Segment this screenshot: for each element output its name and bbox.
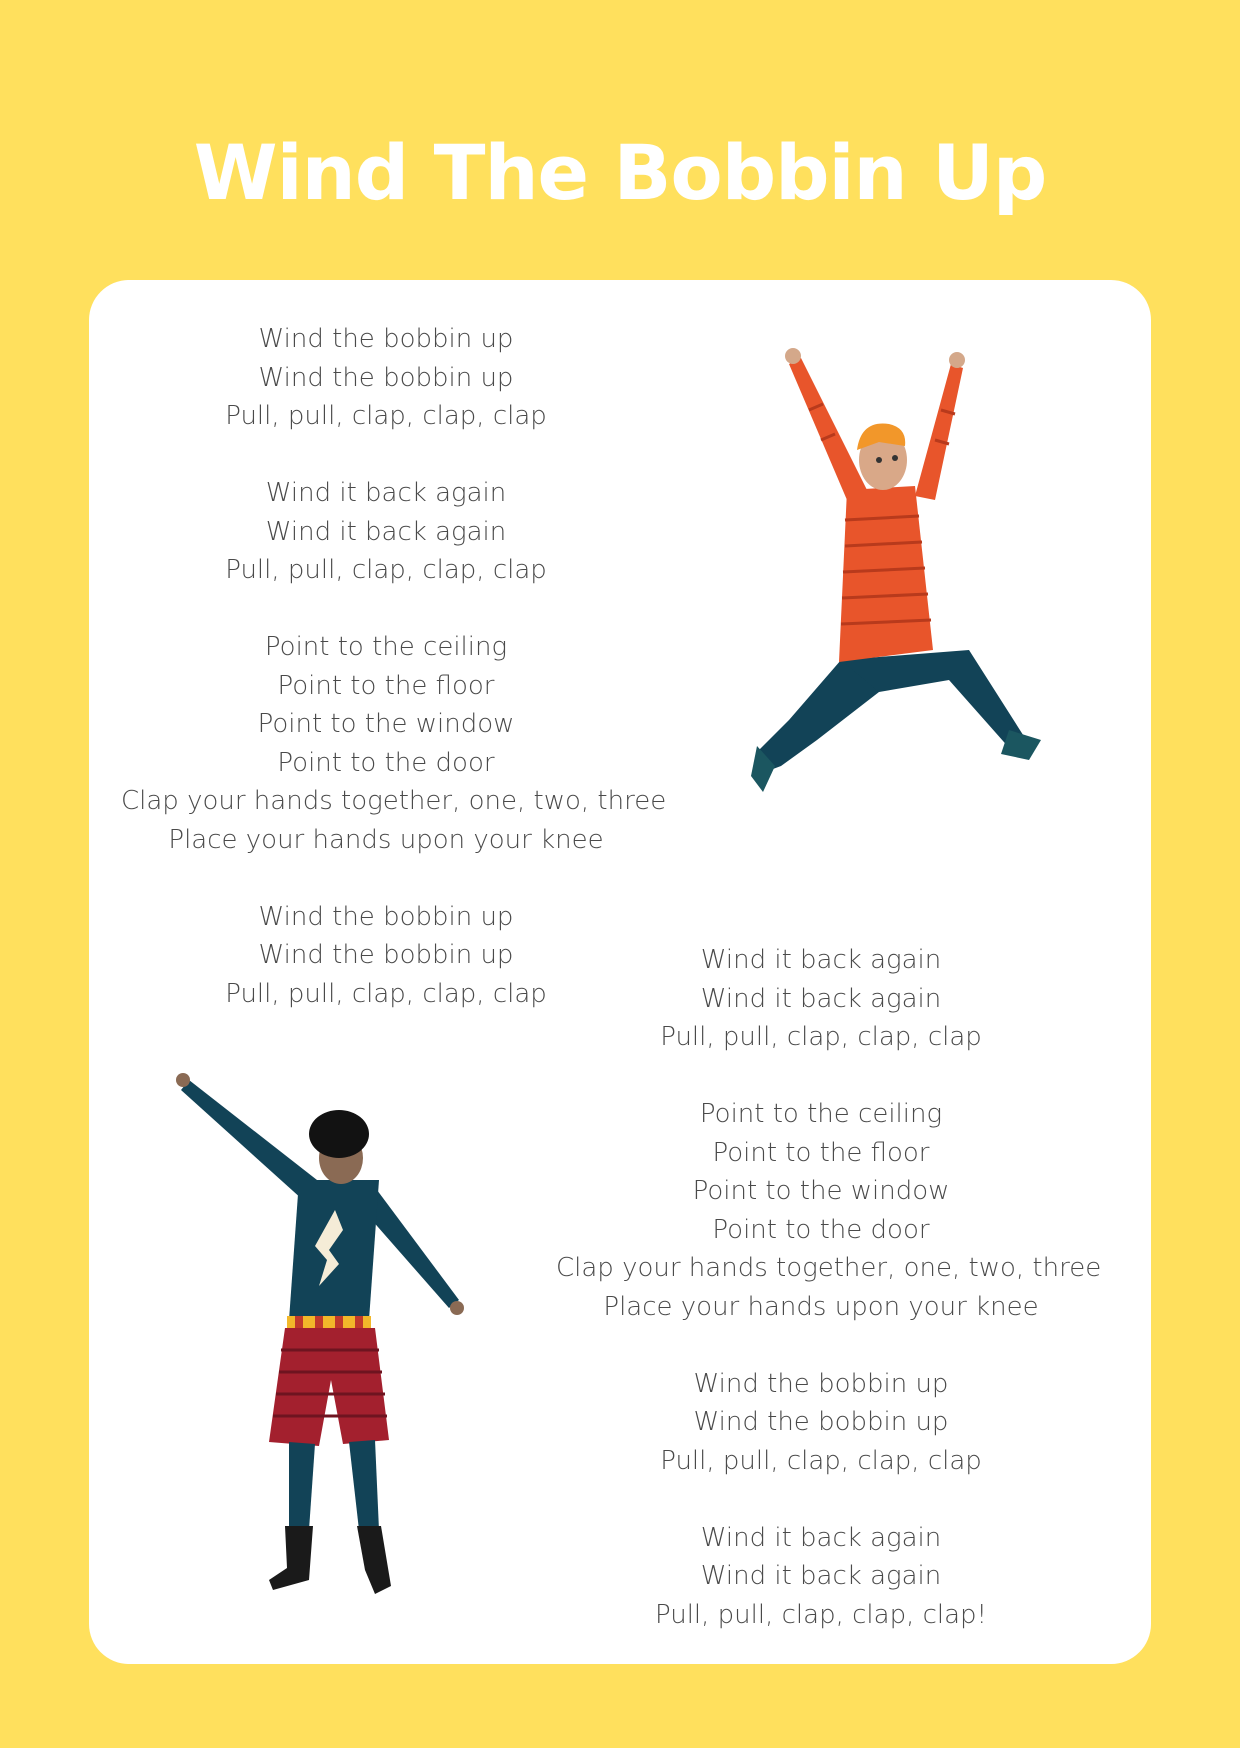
lyric-line: Wind the bobbin up — [258, 324, 514, 354]
lyric-line: Place your hands upon your knee — [603, 1291, 1039, 1322]
lyrics-left-column — [121, 320, 667, 1013]
lyric-line: Clap your hands together, one, two, three — [121, 786, 667, 816]
stanza — [121, 628, 667, 859]
stanza — [556, 1095, 1102, 1326]
lyric-line: Pull, pull, clap, clap, clap — [225, 978, 547, 1009]
lyric-line: Pull, pull, clap, clap, clap — [660, 1445, 982, 1476]
lyric-line: Point to the window — [257, 709, 515, 739]
stanza — [556, 941, 1086, 1057]
stanza — [121, 320, 651, 436]
lyric-line: Wind the bobbin up — [258, 362, 514, 393]
lyric-line: Point to the ceiling — [264, 632, 508, 662]
lyrics-right-column — [556, 941, 1102, 1634]
lyric-line: Wind it back again — [700, 1561, 942, 1591]
lyric-line: Pull, pull, clap, clap, clap — [660, 1022, 982, 1052]
lyric-line: Place your hands upon your knee — [168, 824, 604, 855]
page-title: Wind The Bobbin Up — [193, 128, 1047, 217]
lyric-line: Point to the door — [277, 747, 495, 778]
lyric-line: Wind it back again — [265, 516, 507, 547]
stanza — [556, 1519, 1086, 1635]
lyric-line: Wind it back again — [265, 478, 507, 508]
lyric-line: Wind it back again — [700, 983, 942, 1014]
jumping-boy-illustration — [729, 320, 1069, 840]
lyric-line: Point to the window — [692, 1176, 950, 1206]
lyric-line: Pull, pull, clap, clap, clap! — [655, 1599, 987, 1630]
lyrics-card — [89, 280, 1151, 1664]
lyric-line: Wind the bobbin up — [258, 901, 514, 932]
lyric-line: Point to the floor — [712, 1137, 930, 1168]
lyric-line: Pull, pull, clap, clap, clap — [225, 401, 547, 431]
lyric-line: Wind the bobbin up — [258, 940, 514, 970]
pointing-kid-illustration — [169, 1050, 499, 1610]
lyric-line: Point to the door — [712, 1214, 930, 1245]
stanza — [121, 474, 651, 590]
lyric-line: Wind it back again — [700, 1522, 942, 1553]
lyric-line: Pull, pull, clap, clap, clap — [225, 555, 547, 585]
lyric-line: Wind the bobbin up — [693, 1407, 949, 1437]
lyric-line: Point to the ceiling — [699, 1099, 943, 1129]
stanza — [556, 1365, 1086, 1481]
lyric-line: Wind it back again — [700, 945, 942, 975]
lyric-line: Wind the bobbin up — [693, 1368, 949, 1399]
lyric-line: Clap your hands together, one, two, three — [556, 1253, 1102, 1283]
lyric-line: Point to the floor — [277, 670, 495, 701]
